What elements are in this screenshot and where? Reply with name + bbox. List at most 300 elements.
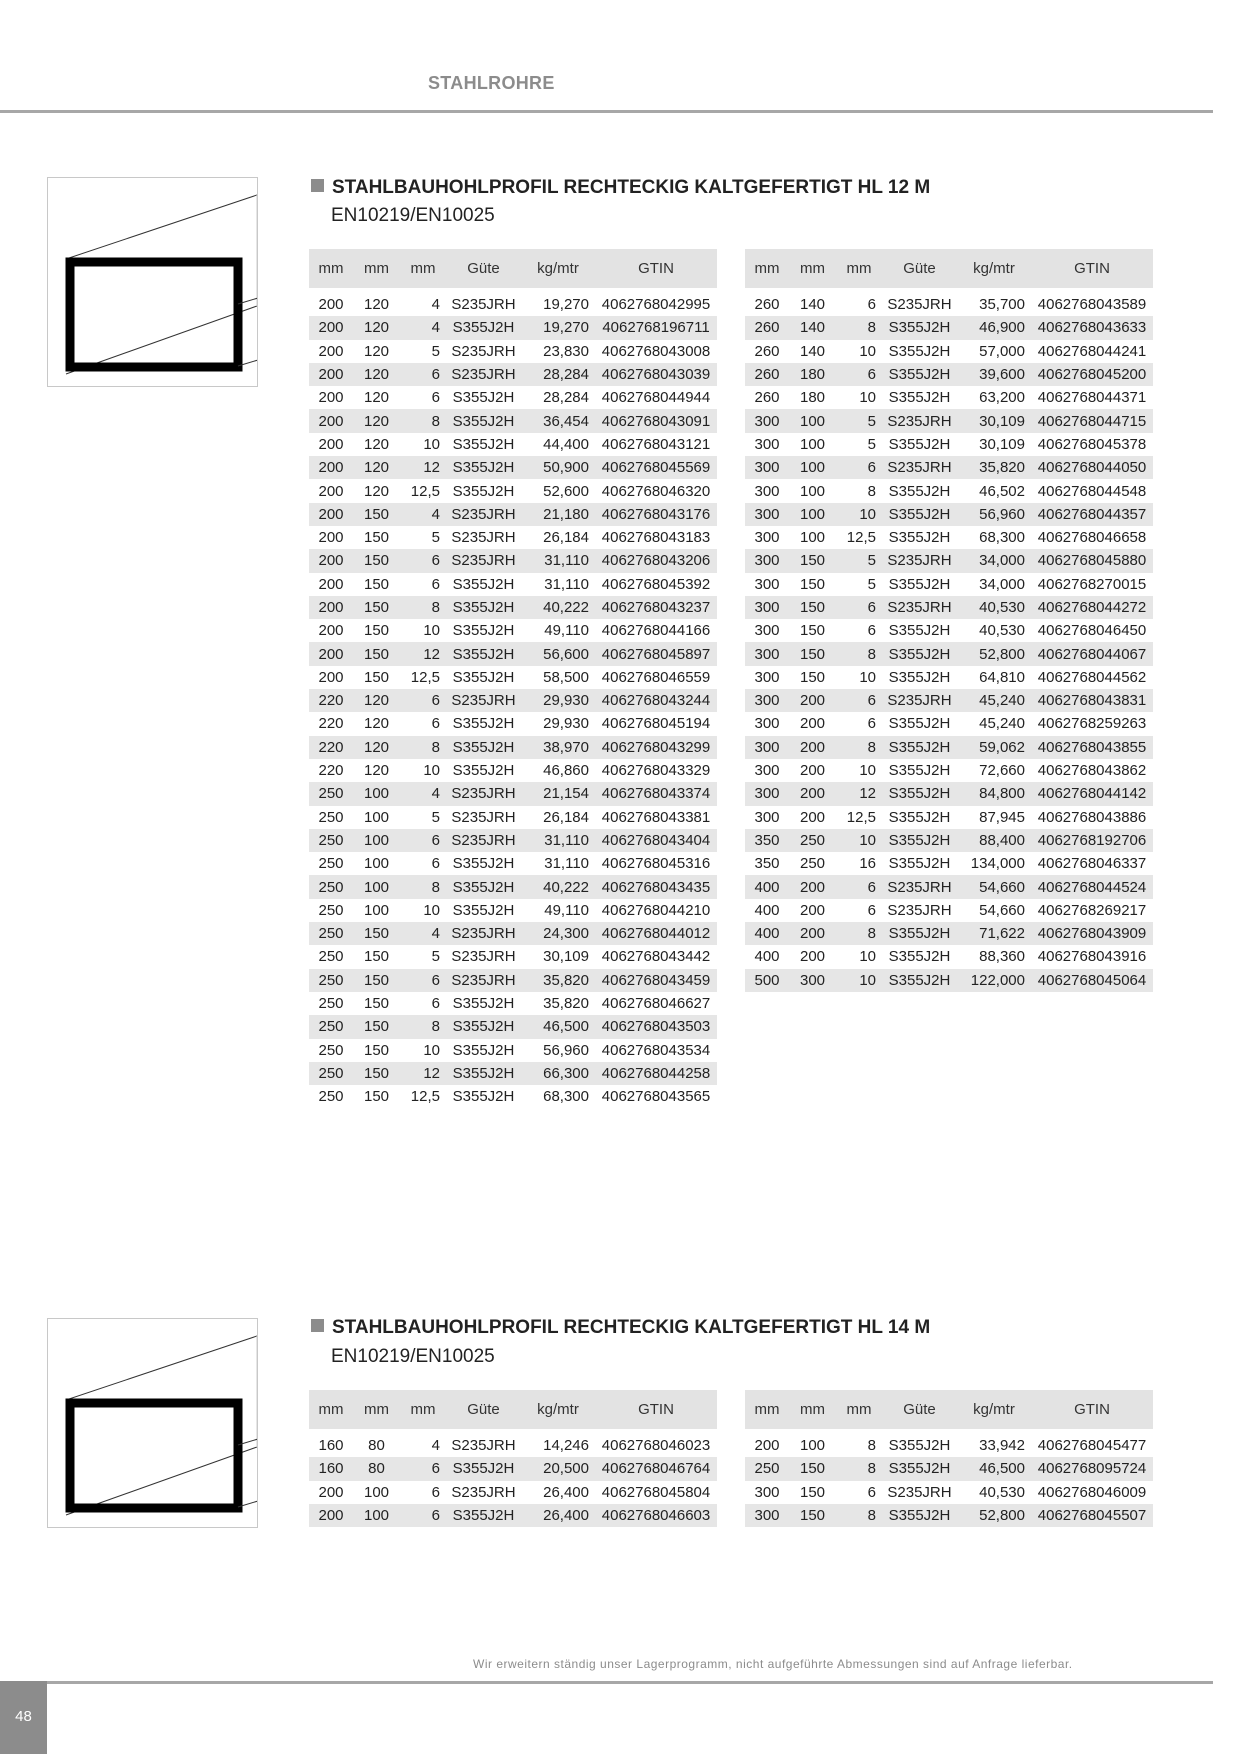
column-header: mm [836, 249, 882, 288]
table-cell: S355J2H [882, 316, 957, 339]
table-cell: 4062768043435 [595, 875, 717, 898]
table-cell: 6 [431, 715, 440, 733]
table-cell: S235JRH [446, 549, 521, 572]
table-cell: 36,454 [521, 409, 595, 432]
table-row [309, 293, 717, 316]
table-cell: 10 [836, 829, 882, 852]
table-cell: 200 [309, 316, 353, 339]
table-cell: 4062768043886 [1037, 808, 1147, 826]
column-header: mm [400, 1390, 446, 1429]
table-cell: S355J2H [888, 808, 951, 826]
table-cell: 300 [745, 1504, 789, 1527]
table-row [745, 526, 1153, 549]
table-cell: 300 [754, 715, 780, 733]
table-cell: 120 [363, 435, 390, 453]
table-row [745, 736, 1153, 759]
table-cell: S355J2H [446, 1015, 521, 1038]
table-cell: 68,300 [979, 529, 1025, 547]
table-cell: 400 [745, 875, 789, 898]
table-cell: 4062768043008 [601, 342, 711, 360]
table-row [745, 549, 1153, 572]
table-cell: 400 [754, 901, 780, 919]
table-cell: 4062768046320 [601, 482, 711, 500]
column-header: Güte [446, 249, 521, 288]
table-cell: 8 [400, 736, 446, 759]
profile-table-hl14-right [745, 1390, 1153, 1527]
table-cell: 300 [754, 668, 780, 686]
table-cell: 300 [745, 642, 789, 665]
table-cell: 30,109 [957, 409, 1031, 432]
table-cell: 4062768044067 [1031, 642, 1153, 665]
table-row [745, 1481, 1153, 1504]
table-cell: 4062768046658 [1037, 529, 1147, 547]
table-cell: 28,284 [521, 363, 595, 386]
table-cell: 26,184 [543, 529, 589, 547]
column-header: mm [789, 249, 836, 288]
table-row [309, 689, 717, 712]
table-cell: S355J2H [888, 482, 951, 500]
table-cell: 150 [353, 549, 400, 572]
table-cell: S355J2H [446, 1457, 521, 1480]
table-cell: S355J2H [888, 715, 951, 733]
table-row [309, 666, 717, 689]
table-cell: 4 [431, 1437, 440, 1455]
table-cell: 300 [745, 736, 789, 759]
table-cell: 200 [318, 529, 344, 547]
table-cell: 4062768043121 [601, 435, 711, 453]
table-cell: 200 [799, 948, 826, 966]
table-cell: 4 [400, 922, 446, 945]
table-cell: 250 [309, 1015, 353, 1038]
table-row [309, 899, 717, 922]
table-cell: 180 [799, 389, 826, 407]
table-cell: 8 [400, 596, 446, 619]
table-cell: 12,5 [410, 482, 440, 500]
table-cell: 160 [318, 1437, 344, 1455]
table-cell: 200 [318, 435, 344, 453]
table-row [745, 642, 1153, 665]
table-cell: 150 [353, 503, 400, 526]
table-cell: 122,000 [957, 969, 1031, 992]
table-cell: 6 [431, 1483, 440, 1501]
table-cell: 52,800 [957, 642, 1031, 665]
table-cell: 150 [353, 922, 400, 945]
table-cell: 120 [363, 296, 390, 314]
table-cell: 35,820 [543, 995, 589, 1013]
table-cell: 4062768043909 [1031, 922, 1153, 945]
table-cell: 4062768044944 [601, 389, 711, 407]
table-cell: S355J2H [452, 622, 515, 640]
table-row [309, 875, 717, 898]
table-cell: 200 [789, 782, 836, 805]
table-cell: 220 [309, 689, 353, 712]
table-cell: 19,270 [521, 316, 595, 339]
table-row [309, 549, 717, 572]
table-row [309, 433, 717, 456]
table-cell: 8 [836, 736, 882, 759]
table-cell: 6 [431, 855, 440, 873]
table-cell: 6 [836, 875, 882, 898]
table-cell: 200 [309, 363, 353, 386]
table-cell: 200 [318, 668, 344, 686]
table-cell: 250 [318, 1041, 344, 1059]
table-cell: 120 [353, 456, 400, 479]
table-cell: S235JRH [446, 363, 521, 386]
table-cell: 84,800 [957, 782, 1031, 805]
table-cell: 250 [745, 1457, 789, 1480]
table-cell: 12,5 [846, 529, 876, 547]
table-cell: 4062768270015 [1037, 575, 1147, 593]
table-cell: 31,110 [521, 829, 595, 852]
table-cell: 4062768043176 [595, 503, 717, 526]
table-cell: 200 [799, 901, 826, 919]
table-cell: 8 [867, 482, 876, 500]
table-cell: 6 [400, 1457, 446, 1480]
table-cell: 5 [867, 575, 876, 593]
column-header: kg/mtr [521, 1390, 595, 1429]
table-cell: 6 [867, 1483, 876, 1501]
table-cell: S235JRH [446, 689, 521, 712]
table-cell: 100 [363, 1483, 390, 1501]
table-cell: 10 [836, 969, 882, 992]
table-cell: S355J2H [882, 363, 957, 386]
table-cell: 6 [836, 363, 882, 386]
table-cell: S235JRH [451, 808, 516, 826]
table-cell: 200 [309, 596, 353, 619]
table-cell: 26,184 [543, 808, 589, 826]
table-cell: 4062768045507 [1031, 1504, 1153, 1527]
table-cell: 350 [754, 855, 780, 873]
table-cell: 150 [789, 549, 836, 572]
table-cell: 10 [859, 389, 876, 407]
table-cell: 4 [431, 296, 440, 314]
table-cell: 200 [799, 808, 826, 826]
table-cell: 300 [754, 808, 780, 826]
table-cell: 4062768044258 [595, 1062, 717, 1085]
table-cell: 4062768043237 [595, 596, 717, 619]
table-cell: 300 [754, 529, 780, 547]
table-cell: 4062768045880 [1031, 549, 1153, 572]
table-cell: 4062768269217 [1037, 901, 1147, 919]
section-square-icon [311, 1319, 324, 1332]
table-cell: 4062768043633 [1031, 316, 1153, 339]
table-cell: 88,400 [957, 829, 1031, 852]
table-cell: S235JRH [882, 596, 957, 619]
table-cell: 4062768043183 [601, 529, 711, 547]
column-header: mm [789, 1390, 836, 1429]
table-cell: 250 [309, 829, 353, 852]
table-cell: 35,700 [979, 296, 1025, 314]
table-cell: 49,110 [544, 622, 589, 640]
profile-illustration-icon [47, 177, 258, 387]
table-row [745, 1504, 1153, 1527]
table-cell: 4062768044012 [595, 922, 717, 945]
table-cell: 300 [754, 622, 780, 640]
table-cell: 10 [423, 762, 440, 780]
table-cell: 300 [754, 762, 780, 780]
table-cell: 134,000 [970, 855, 1025, 873]
table-cell: 21,180 [521, 503, 595, 526]
column-header: kg/mtr [957, 249, 1031, 288]
table-cell: S355J2H [452, 762, 515, 780]
table-cell: 26,400 [521, 1504, 595, 1527]
table-row [309, 526, 717, 549]
table-cell: 300 [754, 575, 780, 593]
table-cell: 4062768043862 [1037, 762, 1147, 780]
table-cell: 8 [836, 316, 882, 339]
table-cell: 12,5 [846, 808, 876, 826]
table-row [309, 852, 717, 875]
table-cell: 180 [789, 363, 836, 386]
table-cell: 150 [363, 995, 390, 1013]
table-cell: 300 [745, 689, 789, 712]
table-cell: 6 [400, 1504, 446, 1527]
table-cell: S355J2H [888, 575, 951, 593]
table-row [309, 992, 717, 1015]
table-cell: 5 [431, 948, 440, 966]
table-cell: 6 [400, 363, 446, 386]
table-cell: 120 [353, 409, 400, 432]
table-cell: 250 [309, 969, 353, 992]
table-cell: 120 [363, 762, 390, 780]
table-cell: 4062768045897 [595, 642, 717, 665]
table-cell: 44,400 [543, 435, 589, 453]
table-cell: 8 [836, 1504, 882, 1527]
table-cell: 4062768044210 [601, 901, 711, 919]
table-cell: 4062768043855 [1031, 736, 1153, 759]
table-cell: 6 [400, 969, 446, 992]
table-cell: 250 [318, 901, 344, 919]
column-header: GTIN [595, 249, 717, 288]
column-header: mm [309, 1390, 353, 1429]
table-cell: 6 [867, 296, 876, 314]
table-cell: 4062768043831 [1031, 689, 1153, 712]
table-row [309, 316, 717, 339]
table-cell: 300 [754, 435, 780, 453]
table-cell: 12 [400, 456, 446, 479]
table-cell: 39,600 [957, 363, 1031, 386]
table-cell: 23,830 [543, 342, 589, 360]
table-cell: 350 [745, 829, 789, 852]
table-cell: S355J2H [452, 575, 515, 593]
table-cell: 4062768046450 [1037, 622, 1147, 640]
table-cell: 6 [400, 829, 446, 852]
table-cell: 19,270 [543, 296, 589, 314]
table-cell: 28,284 [543, 389, 589, 407]
table-cell: 12 [400, 642, 446, 665]
table-cell: 29,930 [521, 689, 595, 712]
table-row [745, 712, 1153, 735]
table-cell: 4062768045569 [595, 456, 717, 479]
table-cell: 31,110 [544, 575, 589, 593]
table-cell: 4062768043503 [595, 1015, 717, 1038]
table-cell: 4062768045477 [1037, 1437, 1147, 1455]
table-cell: 54,660 [979, 901, 1025, 919]
table-cell: 200 [789, 922, 836, 945]
table-row [745, 969, 1153, 992]
table-cell: 46,860 [543, 762, 589, 780]
table-cell: 10 [836, 503, 882, 526]
table-cell: 260 [745, 363, 789, 386]
table-cell: 6 [431, 389, 440, 407]
table-cell: S355J2H [452, 995, 515, 1013]
column-header: kg/mtr [521, 249, 595, 288]
table-cell: S355J2H [882, 736, 957, 759]
table-cell: 72,660 [979, 762, 1025, 780]
table-cell: 4062768259263 [1037, 715, 1147, 733]
column-header: mm [745, 249, 789, 288]
table-cell: 6 [836, 596, 882, 619]
table-cell: S355J2H [446, 642, 521, 665]
table-cell: 100 [353, 1504, 400, 1527]
table-row [309, 1062, 717, 1085]
header-divider [0, 110, 1213, 113]
table-cell: S355J2H [446, 1062, 521, 1085]
table-cell: S235JRH [446, 969, 521, 992]
column-header: mm [353, 1390, 400, 1429]
header-title: STAHLROHRE [428, 73, 555, 93]
table-cell: 150 [363, 622, 390, 640]
table-cell: 33,942 [979, 1437, 1025, 1455]
table-row [745, 409, 1153, 432]
table-cell: 4 [400, 782, 446, 805]
table-cell: 10 [859, 948, 876, 966]
table-row [745, 1457, 1153, 1480]
column-header: Güte [882, 249, 957, 288]
table-cell: S355J2H [452, 1041, 515, 1059]
table-cell: S355J2H [452, 1088, 515, 1106]
table-cell: 10 [423, 901, 440, 919]
table-row [309, 806, 717, 829]
table-cell: 4062768044562 [1037, 668, 1147, 686]
table-header-row [745, 249, 1153, 288]
table-cell: 4062768043916 [1037, 948, 1147, 966]
table-cell: 140 [799, 342, 826, 360]
table-cell: 4062768043534 [601, 1041, 711, 1059]
table-cell: S235JRH [451, 1483, 516, 1501]
table-cell: S355J2H [888, 1437, 951, 1455]
table-cell: 46,900 [957, 316, 1031, 339]
table-row [745, 829, 1153, 852]
table-cell: S235JRH [451, 948, 516, 966]
table-cell: S355J2H [882, 782, 957, 805]
profile-table-hl14-left [309, 1390, 717, 1527]
table-cell: 4062768043299 [595, 736, 717, 759]
table-cell: 4062768043091 [595, 409, 717, 432]
table-cell: 50,900 [521, 456, 595, 479]
table-cell: 49,110 [544, 901, 589, 919]
table-cell: S235JRH [446, 503, 521, 526]
table-cell: 250 [318, 808, 344, 826]
table-cell: 200 [789, 689, 836, 712]
table-cell: 150 [363, 529, 390, 547]
table-cell: 200 [754, 1437, 780, 1455]
table-cell: 260 [754, 389, 780, 407]
table-row [309, 829, 717, 852]
table-cell: 40,530 [979, 622, 1025, 640]
table-cell: 4062768043459 [595, 969, 717, 992]
column-header: Güte [882, 1390, 957, 1429]
table-row [309, 1085, 717, 1108]
table-cell: 160 [309, 1457, 353, 1480]
table-cell: S235JRH [882, 409, 957, 432]
table-row [745, 433, 1153, 456]
table-cell: 4 [400, 503, 446, 526]
table-cell: 200 [318, 342, 344, 360]
column-header: GTIN [595, 1390, 717, 1429]
table-cell: S355J2H [882, 503, 957, 526]
table-cell: 4062768043589 [1037, 296, 1147, 314]
table-row [745, 899, 1153, 922]
profile-table-hl12-left [309, 249, 717, 1108]
table-cell: 8 [400, 875, 446, 898]
table-cell: S235JRH [451, 296, 516, 314]
table-cell: 250 [309, 1062, 353, 1085]
table-row [309, 922, 717, 945]
table-cell: 52,600 [543, 482, 589, 500]
table-cell: S355J2H [888, 435, 951, 453]
table-row [309, 596, 717, 619]
column-header: mm [309, 249, 353, 288]
table-cell: 68,300 [543, 1088, 589, 1106]
table-header-row [745, 1390, 1153, 1429]
table-row [745, 363, 1153, 386]
table-cell: S355J2H [452, 389, 515, 407]
table-cell: S355J2H [446, 596, 521, 619]
table-cell: 220 [318, 715, 344, 733]
table-cell: 200 [318, 575, 344, 593]
column-header: GTIN [1031, 249, 1153, 288]
column-header: mm [836, 1390, 882, 1429]
table-cell: 120 [363, 389, 390, 407]
table-cell: 150 [789, 596, 836, 619]
table-cell: 6 [400, 689, 446, 712]
table-row [745, 875, 1153, 898]
table-cell: 5 [867, 435, 876, 453]
table-cell: 260 [754, 296, 780, 314]
table-cell: 5 [836, 549, 882, 572]
table-cell: 150 [353, 596, 400, 619]
table-cell: 260 [754, 342, 780, 360]
table-cell: 100 [789, 503, 836, 526]
table-cell: 4062768046337 [1037, 855, 1147, 873]
table-cell: 4062768046023 [601, 1437, 711, 1455]
table-cell: 4 [400, 316, 446, 339]
table-cell: 40,530 [957, 596, 1031, 619]
table-cell: S355J2H [888, 529, 951, 547]
table-cell: 26,400 [543, 1483, 589, 1501]
table-cell: 4062768043039 [595, 363, 717, 386]
table-cell: 80 [368, 1437, 385, 1455]
table-row [309, 1434, 717, 1457]
table-cell: 300 [745, 409, 789, 432]
table-cell: 4062768043244 [595, 689, 717, 712]
table-cell: 6 [400, 549, 446, 572]
table-cell: 46,500 [957, 1457, 1031, 1480]
table-cell: 200 [309, 456, 353, 479]
table-cell: 8 [836, 922, 882, 945]
table-cell: 24,300 [521, 922, 595, 945]
table-cell: 260 [745, 316, 789, 339]
table-cell: 100 [353, 829, 400, 852]
table-cell: 120 [363, 342, 390, 360]
table-cell: 4062768043565 [601, 1088, 711, 1106]
table-cell: 400 [754, 948, 780, 966]
table-cell: 100 [353, 782, 400, 805]
table-cell: S355J2H [446, 1504, 521, 1527]
table-cell: 10 [859, 668, 876, 686]
table-cell: 4062768044371 [1037, 389, 1147, 407]
